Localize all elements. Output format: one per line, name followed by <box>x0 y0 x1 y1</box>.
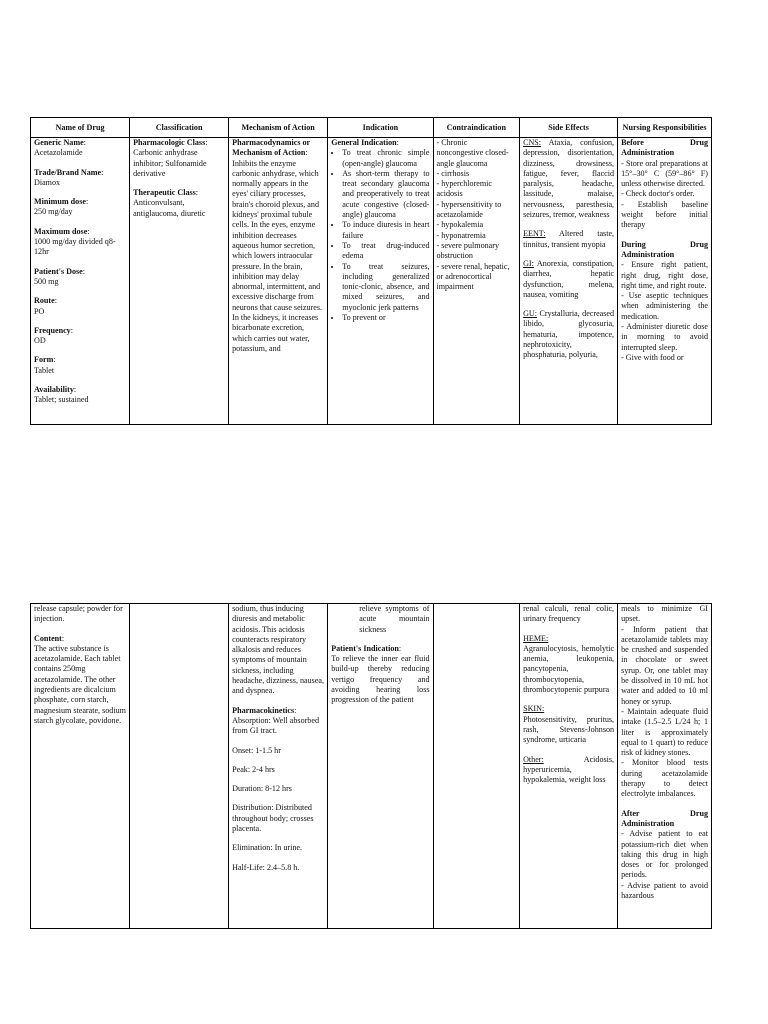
list-item: • To induce diuresis in heart failure <box>342 220 429 241</box>
other-value: Acidosis, hyperuricemia, hypokalemia, weight loss <box>523 754 615 785</box>
header-mechanism: Mechanism of Action <box>229 118 328 138</box>
list-item: • As short-term therapy to treat secondary glaucoma and preoperatively to treat acute congestive (closed-angle) glaucoma <box>342 169 429 220</box>
patient-dose-value: 500 mg <box>34 276 59 286</box>
peak-text: Peak: 2-4 hrs <box>232 764 275 774</box>
availability-value-cont: release capsule; powder for injection. <box>34 604 123 624</box>
frequency-label: Frequency <box>34 325 71 335</box>
list-item: • To prevent or <box>342 313 429 323</box>
header-side-effects: Side Effects <box>520 118 618 138</box>
availability-label: Availability <box>34 385 74 395</box>
eent-label: EENT: <box>523 229 546 239</box>
elimination-text: Elimination: In urine. <box>232 843 303 853</box>
list-item: - Establish baseline weight before initial therapy <box>621 199 708 230</box>
list-item: - Ensure right patient, right drug, right dose, right time, and right route. <box>621 260 708 290</box>
heme-value: Agranulocytosis, hemolytic anemia, leukopenia, pancytopenia, thrombocytopenia, thrombocytopenic purpura <box>523 643 615 695</box>
list-item: - hypokalemia <box>436 220 484 230</box>
list-item: - severe pulmonary obstruction <box>436 240 499 261</box>
half-life-text: Half-Life: 2.4–5.8 h. <box>232 862 300 872</box>
cell-name-of-drug-cont: release capsule; powder for injection. Content: The active substance is acetazolamide. Each tablet contains 250mg acetazolamide. The other ingredients are dicalcium phosphate, corn starch, magnesium stearate, sodium starch glycolate, povidone. <box>31 604 130 929</box>
distribution-text: Distribution: Distributed throughout body; crosses placenta. <box>232 803 314 834</box>
trade-name-value: Diamox <box>34 177 61 187</box>
mechanism-text: Inhibits the enzyme carbonic anhydrase, which normally appears in the eyes' ciliary processes, brain's choroid plexus, and kidneys' proximal tubule cells. In the eyes, enzyme inhibition decreases aqueous humor secretion, which lowers intraocular pressure. In the brain, inhibition may delay abnormal, intermittent, and excessive discharge from neurons that cause seizures. In the kidneys, it increases bicarbonate excretion, which carries out water, potassium, and <box>232 158 323 353</box>
availability-value: Tablet; sustained <box>34 395 89 405</box>
mechanism-heading: Pharmacodynamics or Mechanism of Action <box>232 138 310 158</box>
pharmacologic-class-value: Carbonic anhydrase inhibitor; Sulfonamide derivative <box>133 148 207 178</box>
list-item: • To treat seizures, including generalized tonic-clonic, absence, and mixed seizures, and myoclonic jerk patterns <box>342 262 429 313</box>
during-admin-label: During Drug Administration <box>621 239 708 259</box>
list-item: - hyponatremia <box>436 230 486 240</box>
eent-value: Altered taste, tinnitus, transient myopia <box>523 229 615 249</box>
header-nursing: Nursing Responsibilities <box>618 118 712 138</box>
list-item: - Store oral preparations at 15°–30° C (59°–86° F) unless otherwise directed. <box>621 158 708 189</box>
drug-table-part-1 <box>30 117 712 425</box>
other-label: Other: <box>523 754 544 764</box>
cell-indication: General Indication: • To treat chronic simple (open-angle) glaucoma • As short-term therapy to treat secondary glaucoma and preoperatively to treat acute congestive (closed-angle) glaucoma • To induce diuresis in heart failure • To treat drug-induced edema • To treat seizures, including generalized tonic-clonic, absence, and mixed seizures, and myoclonic jerk patterns • To prevent or <box>328 138 433 425</box>
pharmacokinetics-label: Pharmacokinetics <box>232 705 295 715</box>
indication-list <box>331 148 429 323</box>
cell-side-effects <box>520 138 618 425</box>
header-classification: Classification <box>130 118 229 138</box>
min-dose-label: Minimum dose <box>34 197 86 207</box>
content-value: The active substance is acetazolamide. Each tablet contains 250mg acetazolamide. The other ingredients are dicalcium phosphate, corn starch, magnesium stearate, sodium starch glycolate, povidone. <box>34 643 126 725</box>
list-item: - hyperchloremic acidosis <box>436 179 493 199</box>
mechanism-text-cont: sodium, thus inducing diuresis and metabolic acidosis. This acidosis counteracts respiratory alkalosis and reduces symptoms of mountain sickness, including headache, dizziness, nausea, and dyspnea. <box>232 604 325 696</box>
cell-side-effects-cont <box>520 604 618 929</box>
cell-contraindication <box>433 138 520 425</box>
generic-name-label: Generic Name <box>34 138 84 147</box>
generic-name-value: Acetazolamide <box>34 148 83 158</box>
indication-cont: relieve symptoms of acute mountain sickness <box>359 604 430 634</box>
duration-text: Duration: 8-12 hrs <box>232 784 292 794</box>
gu-value: Crystalluria, decreased libido, glycosuria, hematuria, impotence, nephrotoxicity, phosphaturia, polyuria, <box>523 309 615 360</box>
header-name-of-drug: Name of Drug <box>31 118 130 138</box>
list-item: - Administer diuretic dose in morning to avoid interrupted sleep. <box>621 322 708 352</box>
gi-label: GI: <box>523 258 534 268</box>
cell-contraindication-cont <box>433 604 520 929</box>
cell-nursing-cont <box>618 604 712 929</box>
gi-value: Anorexia, constipation, diarrhea, hepatic dysfunction, melena, nausea, vomiting <box>523 258 615 299</box>
list-item: - Chronic noncongestive closed-angle glaucoma <box>436 138 509 168</box>
min-dose-value: 250 mg/day <box>34 207 73 217</box>
route-label: Route <box>34 296 55 306</box>
patient-indication-label: Patient's Indication <box>331 643 399 653</box>
cell-mechanism: Pharmacodynamics or Mechanism of Action: Inhibits the enzyme carbonic anhydrase, which normally appears in the eyes' ciliary processes, brain's choroid plexus, and kidneys' proximal tubule cells. In the eyes, enzyme inhibition decreases aqueous humor secretion, which lowers intraocular pressure. In the brain, inhibition may delay abnormal, intermittent, and excessive discharge from neurons that cause seizures. In the kidneys, it increases bicarbonate excretion, which carries out water, potassium, and <box>229 138 328 425</box>
list-item: - Advise patient to avoid hazardous <box>621 880 708 901</box>
cell-indication-cont: relieve symptoms of acute mountain sickness Patient's Indication: To relieve the inner ear fluid build-up thereby reducing vertigo frequency and avoiding hearing loss progression of the patient <box>328 604 433 929</box>
absorption-text: Absorption: Well absorbed from GI tract. <box>232 715 319 736</box>
header-contraindication: Contraindication <box>433 118 520 138</box>
content-label: Content <box>34 633 62 643</box>
therapeutic-class-value: Anticonvulsant, antiglaucoma, diuretic <box>133 198 206 218</box>
form-label: Form <box>34 355 54 365</box>
table-row <box>31 138 712 425</box>
list-item: - Advise patient to eat potassium-rich diet when taking this drug in high doses or for prolonged periods. <box>621 829 708 880</box>
list-item: - Inform patient that acetazolamide tablets may be crushed and suspended in chocolate or sweet syrup. Or, one tablet may be dissolved in 10 mL hot water and added to 10 ml honey or syrup. <box>621 624 708 706</box>
list-item: - Give with food or <box>621 352 684 362</box>
patient-indication-value: To relieve the inner ear fluid build-up thereby reducing vertigo frequency and avoiding hearing loss progression of the patient <box>331 654 430 705</box>
skin-label: SKIN: <box>523 704 545 714</box>
gu-label: GU: <box>523 309 538 319</box>
gu-value-cont: renal calculi, renal colic, urinary frequency <box>523 604 615 624</box>
list-item: - Maintain adequate fluid intake (1.5–2.5 L/24 h; 1 liter is approximately equal to 1 quart) to reduce risk of kidney stones. <box>621 706 708 758</box>
general-indication-label: General Indication <box>331 138 397 147</box>
list-item: - Monitor blood tests during acetazolamide therapy to detect electrolyte imbalances. <box>621 758 708 799</box>
after-admin-label: After Drug Administration <box>621 808 708 828</box>
route-value: PO <box>34 306 45 316</box>
list-item: - Use aseptic techniques when administering the medication. <box>621 291 708 321</box>
list-item: • To treat drug-induced edema <box>342 241 429 262</box>
table-row <box>31 604 712 929</box>
form-value: Tablet <box>34 365 55 375</box>
cell-classification-cont <box>130 604 229 929</box>
patient-dose-label: Patient's Dose <box>34 266 83 276</box>
list-item: - severe renal, hepatic, or adrenocortical impairment <box>436 261 510 292</box>
frequency-value: OD <box>34 336 46 346</box>
nursing-cont: meals to minimize GI upset. <box>621 604 708 624</box>
onset-text: Onset: 1-1.5 hr <box>232 745 281 755</box>
before-admin-label: Before Drug Administration <box>621 138 708 158</box>
cell-mechanism-cont: sodium, thus inducing diuresis and metabolic acidosis. This acidosis counteracts respiratory alkalosis and reduces symptoms of mountain sickness, including headache, dizziness, nausea, and dyspnea. Pharmacokinetics: Absorption: Well absorbed from GI tract. Onset: 1-1.5 hr Peak: 2-4 hrs Duration: 8-12 hrs Distribution: Distributed throughout body; crosses placenta. Elimination: In urine. Half-Life: 2.4–5.8 h. <box>229 604 328 929</box>
cell-classification: Pharmacologic Class: Carbonic anhydrase inhibitor; Sulfonamide derivative Therapeutic Class: Anticonvulsant, antiglaucoma, diuretic <box>130 138 229 425</box>
list-item: - Check doctor's order. <box>621 189 695 199</box>
list-item: - cirrhosis <box>436 168 470 178</box>
max-dose-label: Maximum dose <box>34 226 88 236</box>
list-item: • To treat chronic simple (open-angle) glaucoma <box>342 148 429 169</box>
heme-label: HEME: <box>523 633 549 643</box>
drug-table-part-2 <box>30 603 712 929</box>
header-row <box>31 118 712 138</box>
cns-value: Ataxia, confusion, depression, disorientation, dizziness, drowsiness, fatigue, fever, flaccid paralysis, headache, lassitude, malaise, nervousness, paresthesia, seizures, tremor, weakness <box>523 138 615 220</box>
max-dose-value: 1000 mg/day divided q8-12hr <box>34 237 116 257</box>
list-item: - hypersensitivity to acetazolamide <box>436 199 502 220</box>
header-indication: Indication <box>328 118 433 138</box>
cns-label: CNS: <box>523 138 542 147</box>
therapeutic-class-label: Therapeutic Class <box>133 188 196 198</box>
trade-name-label: Trade/Brand Name <box>34 167 102 177</box>
skin-value: Photosensitivity, pruritus, rash, Stevens-Johnson syndrome, urticaria <box>523 714 615 745</box>
pharmacologic-class-label: Pharmacologic Class <box>133 138 206 147</box>
cell-name-of-drug: Generic Name: Acetazolamide Trade/Brand Name: Diamox Minimum dose: 250 mg/day Maximum dose: 1000 mg/day divided q8-12hr Patient's Dose: 500 mg Route: PO Frequency: OD Form: Tablet Availability: Tablet; sustained <box>31 138 130 425</box>
cell-nursing <box>618 138 712 425</box>
